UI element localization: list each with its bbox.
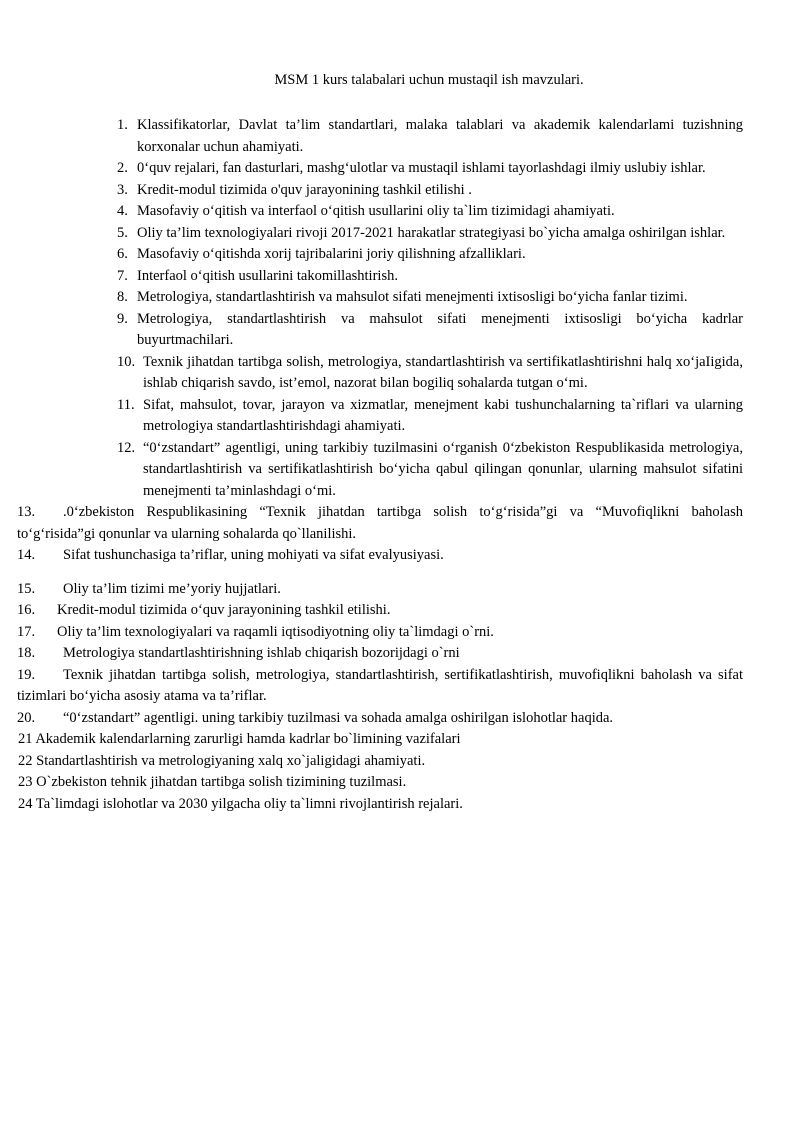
item-text: Metrologiya, standartlashtirish va mahsulot sifati menejmenti ixtisosligi bo‘yicha kadrlar buyurtmachilari.: [137, 310, 743, 348]
list-item: [115, 395, 743, 438]
page-title: MSM 1 kurs talabalari uchun mustaqil ish mavzulari.: [274, 72, 584, 88]
numbered-topic-list: [115, 115, 743, 502]
list-item: [17, 502, 743, 545]
item-text: Sifat, mahsulot, tovar, jarayon va xizmatlar, menejment kabi tushunchalarning ta`riflari va ularning metrologiya standartlashtirishdagi ahamiyati.: [143, 396, 743, 434]
list-item: [115, 201, 743, 223]
item-number: 12.: [117, 439, 136, 456]
item-text: Oliy ta’lim tizimi me’yoriy hujjatlari.: [63, 580, 281, 597]
list-item: [115, 309, 743, 352]
item-number: 15.: [17, 580, 36, 597]
item-number: 8.: [117, 289, 128, 305]
item-text: Metrologiya standartlashtirishning ishlab chiqarish bozorijdagi o`rni: [63, 645, 460, 661]
item-text: Sifat tushunchasiga ta’riflar, uning mohiyati va sifat evalyusiyasi.: [63, 547, 444, 563]
list-item: [17, 708, 743, 730]
item-number: 11.: [117, 396, 135, 413]
item-number: 17.: [17, 623, 36, 640]
item-number: 7.: [117, 267, 128, 284]
item-text: “0‘zstandart” agentligi, uning tarkibiy tuzilmasini o‘rganish 0‘zbekiston Respublikasida metrologiya, standartlashtirish va sertifikatlashtirish bo‘yicha qabul qilingan qonunlar, ularning mahsulot sifatini menejmenti ta’minlashdagi o‘mi.: [143, 439, 743, 499]
item-number: 9.: [117, 310, 128, 327]
item-text: Klassifikatorlar, Davlat ta’lim standartlari, malaka talablari va akademik kalendarlami tuzishning korxonalar uchun ahamiyati.: [137, 117, 743, 155]
item-text: Metrologiya, standartlashtirish va mahsulot sifati menejmenti ixtisosligi bo‘yicha fanlar tizimi.: [137, 289, 688, 305]
list-item: [17, 545, 743, 567]
list-item: [17, 622, 743, 644]
item-number: 10.: [117, 353, 136, 370]
plain-topic-list: [18, 502, 743, 815]
list-item: [17, 579, 743, 601]
list-item: 22 Standartlashtirish va metrologiyaning xalq xo`jaligidagi ahamiyati.: [18, 752, 426, 769]
list-item: [17, 665, 743, 708]
item-number: 1.: [117, 117, 128, 133]
list-item: [17, 600, 743, 622]
item-number: 13.: [17, 504, 36, 520]
item-number: 20.: [17, 709, 36, 726]
item-number: 16.: [17, 602, 36, 618]
list-item: [115, 287, 743, 309]
item-number: 2.: [117, 160, 128, 176]
item-text: Kredit-modul tizimida o‘quv jarayonining tashkil etilishi.: [57, 602, 391, 618]
item-text: Masofaviy o‘qitish va interfaol o‘qitish usullarini oliy ta`lim tizimidagi ahamiyati.: [137, 203, 615, 219]
list-item: [115, 266, 743, 288]
item-number: 3.: [117, 181, 128, 198]
list-item: [115, 223, 743, 245]
list-item: [115, 180, 743, 202]
list-item: [115, 438, 743, 503]
list-item: 23 O`zbekiston tehnik jihatdan tartibga solish tizimining tuzilmasi.: [18, 774, 407, 790]
item-text: Texnik jihatdan tartibga solish, metrologiya, standartlashtirish va sertifikatlashtirishni halq xo‘jaIigida, ishlab chiqarish savdo, ist’emol, nazorat bilan bogiliq sohalarda tutgan o‘mi.: [143, 353, 743, 391]
item-text: Oliy ta’lim texnologiyalari rivoji 2017-2021 harakatlar strategiyasi bo`yicha amalga oshirilgan ishlar.: [137, 224, 726, 241]
list-item: [115, 244, 743, 266]
list-item: [115, 115, 743, 158]
list-item: [115, 352, 743, 395]
item-text: Masofaviy o‘qitishda xorij tajribalarini joriy qilishning afzalliklari.: [137, 246, 526, 262]
item-text: Oliy ta’lim texnologiyalari va raqamli iqtisodiyotning oliy ta`limdagi o`rni.: [57, 623, 494, 640]
list-item: [17, 643, 743, 665]
item-number: 19.: [17, 666, 36, 683]
item-text: Interfaol o‘qitish usullarini takomillashtirish.: [137, 267, 398, 284]
item-number: 4.: [117, 203, 128, 219]
item-text: .0‘zbekiston Respublikasining “Texnik jihatdan tartibga solish to‘g‘risida”gi va “Muvofiqlikni baholash to‘g‘risida”gi qonunlar va ularning sohalarda qo`llanilishi.: [17, 504, 743, 542]
item-text: 0‘quv rejalari, fan dasturlari, mashg‘ulotlar va mustaqil ishlami tayorlashdagi ilmiy uslubiy ishlar.: [137, 160, 706, 176]
list-item: 24 Ta`limdagi islohotlar va 2030 yilgacha oliy ta`limni rivojlantirish rejalari.: [18, 795, 463, 812]
item-number: 18.: [17, 645, 36, 661]
list-item: 21 Akademik kalendarlarning zarurligi hamda kadrlar bo`limining vazifalari: [18, 731, 461, 747]
item-text: Texnik jihatdan tartibga solish, metrologiya, standartlashtirish, sertifikatlashtirish, muvofiqlikni baholash va sifat tizimlari bo‘yicha asosiy atama va ta’riflar.: [17, 666, 743, 704]
item-text: Kredit-modul tizimida o'quv jarayonining tashkil etilishi .: [137, 181, 472, 198]
item-number: 6.: [117, 246, 128, 262]
spacer: [18, 567, 743, 579]
item-number: 14.: [17, 547, 36, 563]
item-number: 5.: [117, 224, 128, 241]
list-item: [115, 158, 743, 180]
item-text: “0‘zstandart” agentligi. uning tarkibiy tuzilmasi va sohada amalga oshirilgan islohotlar haqida.: [63, 709, 614, 726]
